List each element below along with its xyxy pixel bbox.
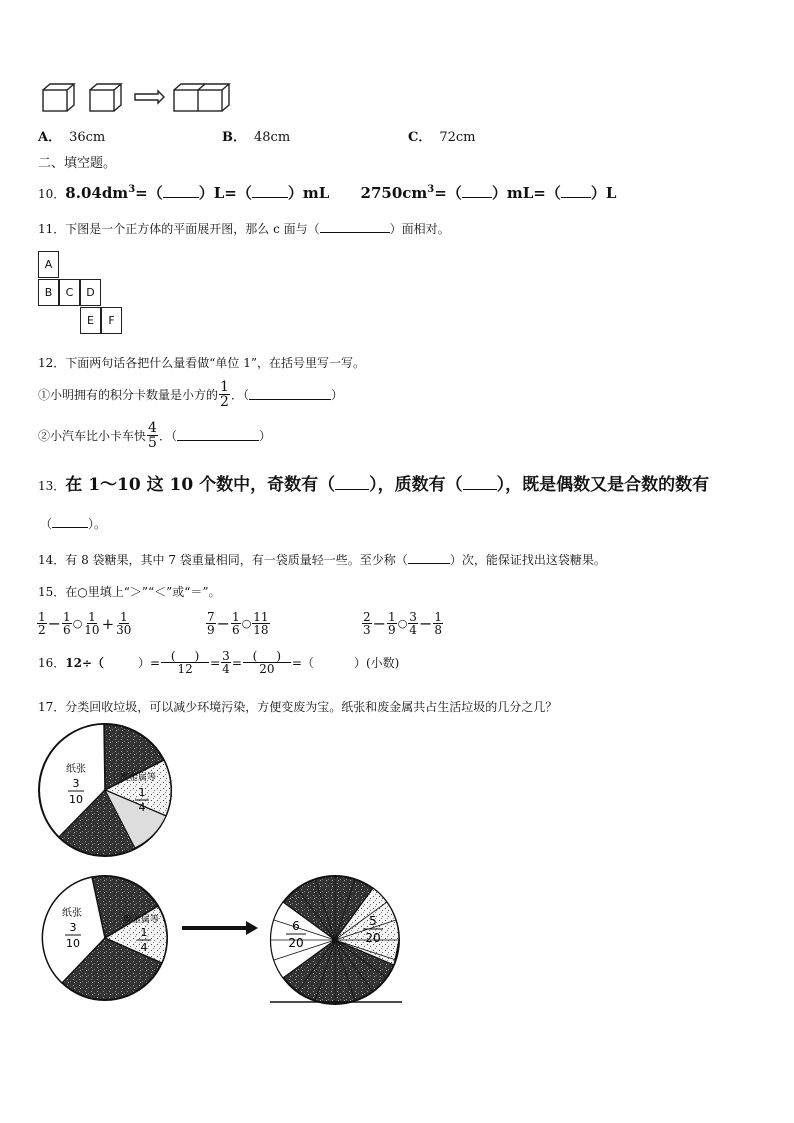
net-face-f: F <box>101 307 122 334</box>
denominator: 30 <box>116 623 132 637</box>
question-number: 10． <box>38 187 66 201</box>
question-text: ），既是偶数又是合数的数有 <box>496 475 710 495</box>
operator: − <box>47 614 62 633</box>
option-c[interactable] <box>408 126 476 145</box>
question-12 <box>38 354 365 371</box>
pie1-n1: 3 <box>72 777 80 790</box>
denominator: 3 <box>363 623 371 637</box>
expression-part: ）(小数) <box>353 656 400 670</box>
fraction <box>362 611 372 636</box>
fraction <box>37 611 47 636</box>
operator: − <box>216 614 231 633</box>
question-text: 分类回收垃圾，可以减少环境污染，方便变废为宝。纸张和废金属共占生活垃圾的几分之几？ <box>65 700 558 714</box>
fraction <box>147 421 158 450</box>
fraction <box>83 611 100 636</box>
pie2-d2: 4 <box>140 941 148 954</box>
answer-blank[interactable] <box>249 389 331 400</box>
pie3-d1: 20 <box>288 936 304 950</box>
question-10 <box>38 182 616 203</box>
answer-blank[interactable] <box>177 430 259 441</box>
exponent: 3 <box>128 184 136 195</box>
denominator: 9 <box>207 623 215 637</box>
denominator: 4 <box>409 623 417 637</box>
pie2-n2: 1 <box>140 926 148 939</box>
fraction <box>433 611 443 636</box>
denominator: 18 <box>253 623 269 637</box>
text-part: ）mL <box>287 184 330 202</box>
text-part: =（ <box>434 184 462 202</box>
paren: ) <box>194 649 200 663</box>
value-cm3: 2750cm <box>360 184 428 202</box>
numerator: 1 <box>434 610 442 624</box>
numerator: 1 <box>232 610 240 624</box>
option-letter: B． <box>222 130 246 145</box>
pie2-d1: 10 <box>66 937 80 950</box>
paren: ( <box>170 649 176 663</box>
fraction <box>221 650 231 675</box>
pie1-label-metal: 废金属等 <box>120 773 157 783</box>
question-14 <box>38 551 606 568</box>
pie2-n1: 3 <box>69 921 77 934</box>
question-text: 下面两句话各把什么量看做“单位 1”，在括号里写一写。 <box>65 356 366 370</box>
cube-net <box>38 251 128 341</box>
denominator: 2 <box>220 394 229 410</box>
question-text: ）面相对。 <box>389 222 450 236</box>
option-letter: A． <box>38 130 62 145</box>
question-number: 12． <box>38 356 66 370</box>
question-text: 下图是一个正方体的平面展开图，那么 c 面与（ <box>65 222 320 236</box>
question-12-item-2 <box>38 421 271 450</box>
question-text: ）。 <box>88 517 107 531</box>
pie1-label-paper: 纸张 <box>66 764 86 775</box>
operator: − <box>418 614 433 633</box>
equals: = <box>210 655 221 670</box>
fraction <box>219 380 230 409</box>
question-number: 15． <box>38 585 66 599</box>
denominator: 10 <box>84 623 100 637</box>
text-part: ）L=（ <box>198 184 252 202</box>
equals: = <box>231 655 242 670</box>
question-17 <box>38 698 557 715</box>
comparison-1 <box>36 611 133 636</box>
expression-part: ）= <box>138 656 161 670</box>
numerator: 1 <box>38 610 46 624</box>
cube-diagram <box>40 80 240 116</box>
exponent: 3 <box>427 184 435 195</box>
pie3-n2: 5 <box>369 914 377 928</box>
question-number: 17． <box>38 700 66 714</box>
answer-blank[interactable] <box>335 479 369 490</box>
value-dm3: 8.04dm <box>65 184 129 202</box>
pie3-center <box>332 937 338 943</box>
question-text: ）次，能保证找出这袋糖果。 <box>449 553 606 567</box>
expression-part: 12÷（ <box>65 656 105 670</box>
fraction <box>161 650 209 675</box>
answer-blank[interactable] <box>252 187 288 198</box>
numerator: 1 <box>88 610 96 624</box>
compare-circle[interactable]: ○ <box>397 617 408 630</box>
option-a[interactable] <box>38 126 105 145</box>
pie2-label-metal: 废金属等 <box>123 915 160 925</box>
numerator: 2 <box>363 610 371 624</box>
question-11 <box>38 220 450 237</box>
pie3-n1: 6 <box>292 919 300 933</box>
item-text: ②小汽车比小卡车快 <box>38 429 147 443</box>
net-face-c: C <box>59 279 80 306</box>
fraction <box>243 650 291 675</box>
answer-blank[interactable] <box>163 187 199 198</box>
denominator: 8 <box>434 623 442 637</box>
compare-circle[interactable]: ○ <box>241 617 252 630</box>
answer-blank[interactable] <box>561 187 591 198</box>
question-text: ），质数有（ <box>369 475 463 495</box>
answer-blank[interactable] <box>52 517 88 528</box>
net-face-d: D <box>80 279 101 306</box>
pie-chart-1 <box>39 724 171 856</box>
denominator: 12 <box>177 662 193 676</box>
fraction <box>206 611 216 636</box>
fraction <box>62 611 72 636</box>
question-13-continued <box>40 515 106 532</box>
option-text: 36cm <box>69 130 106 145</box>
denominator: 6 <box>232 623 240 637</box>
pie1-n2: 1 <box>138 786 146 799</box>
denominator: 4 <box>222 662 230 676</box>
pie-chart-figure <box>30 720 430 1020</box>
text-part: ）mL=（ <box>491 184 561 202</box>
fraction <box>115 611 132 636</box>
pie3-d2: 20 <box>365 931 381 945</box>
answer-blank[interactable] <box>408 553 450 564</box>
option-b[interactable] <box>222 126 290 145</box>
question-text: 有 8 袋糖果，其中 7 袋重量相同，有一袋质量轻一些。至少称（ <box>65 553 408 567</box>
arrow-icon <box>182 921 258 935</box>
item-text: ） <box>330 388 343 402</box>
text-part: =（ <box>135 184 163 202</box>
answer-blank[interactable] <box>314 658 354 668</box>
question-number: 16． <box>38 656 66 670</box>
item-text: ） <box>258 429 271 443</box>
item-text: ①小明拥有的积分卡数量是小方的 <box>38 388 219 402</box>
pie1-d1: 10 <box>69 793 83 806</box>
net-face-a: A <box>38 251 59 278</box>
numerator: 4 <box>148 420 157 436</box>
net-face-b: B <box>38 279 59 306</box>
numerator: 7 <box>207 610 215 624</box>
numerator: 3 <box>222 649 230 663</box>
item-text: ．（ <box>230 388 249 402</box>
numerator: 1 <box>119 610 128 624</box>
fraction <box>252 611 269 636</box>
question-text: （ <box>40 517 53 531</box>
compare-circle[interactable]: ○ <box>72 617 83 630</box>
fraction <box>408 611 418 636</box>
fraction <box>387 611 397 636</box>
numerator: 11 <box>253 610 269 624</box>
numerator: 1 <box>63 610 71 624</box>
answer-blank[interactable] <box>462 187 492 198</box>
comparison-3 <box>361 611 444 636</box>
answer-blank[interactable] <box>104 658 138 668</box>
item-text: ．（ <box>158 429 177 443</box>
paren: ( <box>252 649 258 663</box>
question-13 <box>38 470 709 495</box>
operator: + <box>101 614 115 633</box>
operator: − <box>372 614 387 633</box>
option-text: 48cm <box>254 130 291 145</box>
denominator: 20 <box>259 662 275 676</box>
section-heading: 二、填空题。 <box>38 156 117 171</box>
denominator: 5 <box>148 435 157 451</box>
denominator: 6 <box>63 623 71 637</box>
numerator: 1 <box>220 379 229 395</box>
denominator: 2 <box>38 623 46 637</box>
question-text: 在 1～10 这 10 个数中，奇数有（ <box>65 475 336 495</box>
question-number: 11． <box>38 222 66 236</box>
net-face-e: E <box>80 307 101 334</box>
question-12-item-1 <box>38 380 343 409</box>
option-letter: C． <box>408 130 432 145</box>
denominator: 9 <box>388 623 396 637</box>
paren: ) <box>276 649 282 663</box>
answer-blank[interactable] <box>463 479 497 490</box>
question-15 <box>38 583 221 600</box>
question-text: 在○里填上“＞”“＜”或“＝”。 <box>65 585 221 599</box>
option-text: 72cm <box>439 130 476 145</box>
fraction <box>231 611 241 636</box>
pie1-d2: 4 <box>138 801 146 814</box>
question-number: 13． <box>38 479 66 493</box>
expression-part: =（ <box>291 656 314 670</box>
comparison-2 <box>205 611 271 636</box>
text-part: ）L <box>590 184 617 202</box>
answer-blank[interactable] <box>320 222 390 233</box>
numerator: 3 <box>409 610 417 624</box>
question-16 <box>38 650 399 675</box>
pie-chart-2 <box>42 876 167 1000</box>
pie-chart-3 <box>270 876 402 1004</box>
question-number: 14． <box>38 553 66 567</box>
numerator: 1 <box>388 610 396 624</box>
pie2-label-paper: 纸张 <box>62 908 82 919</box>
